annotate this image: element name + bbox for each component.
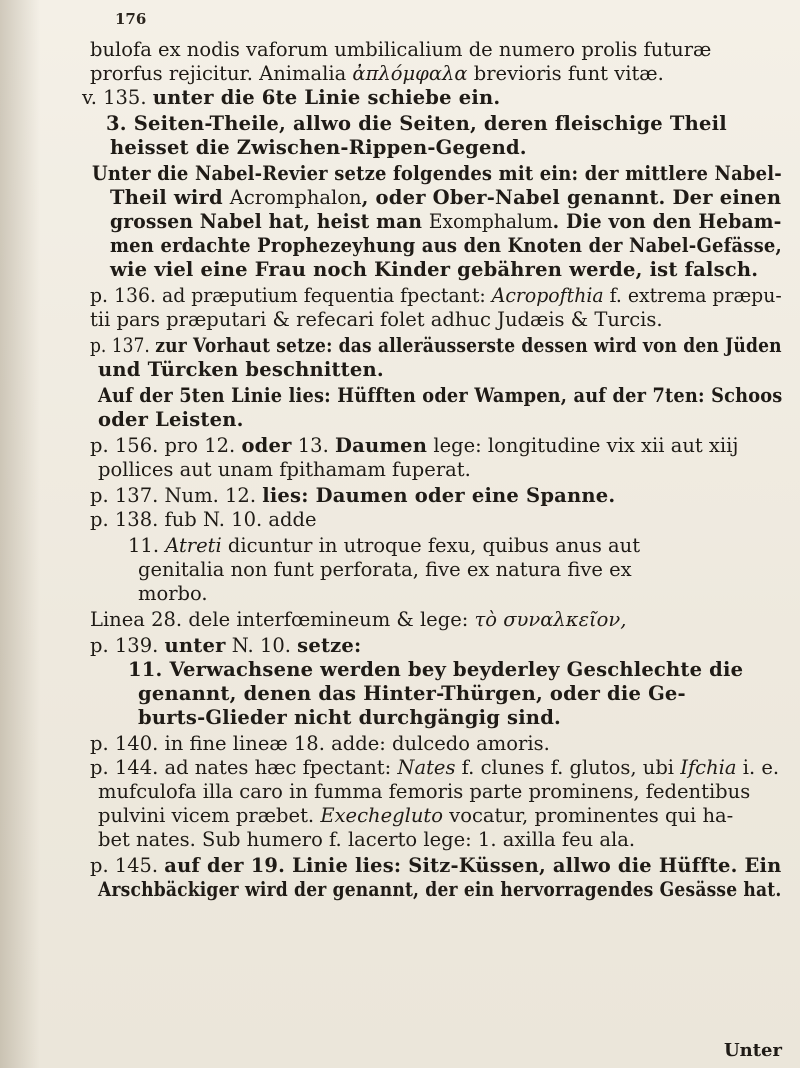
text-line — [90, 634, 361, 658]
text-line — [110, 136, 527, 160]
text-run: p. 145. — [90, 854, 165, 877]
text-line — [90, 484, 615, 508]
text-line — [92, 162, 782, 186]
text-line — [90, 62, 664, 86]
text-run: Auf der 5ten Linie lies: Hüfften oder Wampen, auf der 7ten: Schoos — [98, 384, 783, 407]
text-run: v. 135. — [82, 86, 153, 109]
text-line — [106, 112, 727, 136]
text-run: genitalia non funt perforata, five ex natura five ex — [138, 558, 632, 581]
text-line — [128, 534, 640, 558]
text-run: setze: — [297, 634, 362, 657]
text-line — [138, 582, 208, 606]
text-run: 13. — [291, 434, 335, 457]
text-run: pulvini vicem præbet. — [98, 804, 321, 827]
text-line — [90, 308, 663, 332]
text-line — [98, 780, 750, 804]
text-run: Theil wird — [110, 186, 230, 209]
text-run: p. 144. ad nates hæc fpectant: — [90, 756, 398, 779]
text-run: oder Leisten. — [98, 408, 244, 431]
text-run: p. 156. pro 12. — [90, 434, 242, 457]
text-run: wie viel eine Frau noch Kinder gebähren werde, ist falsch. — [110, 258, 759, 281]
text-run: Linea 28. dele interfœmineum & lege: — [90, 608, 475, 631]
text-run: morbo. — [138, 582, 208, 605]
text-run: oder — [241, 434, 292, 457]
text-line — [90, 854, 781, 878]
text-line — [90, 508, 317, 532]
text-line — [98, 408, 244, 432]
text-run: brevioris funt vitæ. — [467, 62, 664, 85]
text-run: . Die von den Hebam- — [552, 210, 782, 233]
text-run: p. 137. Num. 12. — [90, 484, 263, 507]
text-line — [98, 458, 471, 482]
page-number: 176 — [115, 10, 147, 28]
text-line — [98, 804, 733, 828]
text-run: auf der 19. Linie lies: Sitz-Küssen, allwo die Hüffte. Ein — [164, 854, 782, 877]
text-run: Acropofthia — [491, 284, 604, 307]
text-line — [98, 358, 384, 382]
text-line — [138, 682, 686, 706]
text-line — [110, 234, 782, 258]
text-run: p. 138. fub N. 10. adde — [90, 508, 317, 531]
text-run: lies: Daumen oder eine Spanne. — [262, 484, 616, 507]
text-run: lege: longitudine vix xii aut xiij — [427, 434, 739, 457]
text-run: unter — [164, 634, 226, 657]
text-line — [98, 878, 782, 902]
text-line — [138, 706, 561, 730]
text-line — [82, 86, 500, 110]
text-line — [110, 186, 781, 210]
text-run: 11. — [128, 534, 166, 557]
text-run: p. 136. ad præputium fequentia fpectant: — [90, 284, 492, 307]
text-run: p. 137. — [90, 334, 156, 357]
text-run: Exomphalum — [428, 210, 553, 233]
text-run: zur Vorhaut setze: das alleräusserste dessen wird von den Jüden — [155, 334, 782, 357]
text-line — [90, 38, 711, 62]
text-line — [90, 334, 782, 358]
text-line — [98, 384, 782, 408]
text-run: Arschbäckiger wird der genannt, der ein hervorragendes Gesässe hat. — [98, 878, 782, 901]
text-run: vocatur, prominentes qui ha- — [442, 804, 734, 827]
text-run: men erdachte Prophezeyhung aus den Knoten der Nabel-Gefässe, — [110, 234, 782, 257]
text-line — [98, 828, 635, 852]
text-run: , oder Ober-Nabel genannt. Der einen — [361, 186, 782, 209]
text-run: ἀπλόμφαλα — [352, 62, 468, 85]
text-line — [90, 732, 550, 756]
text-run: Nates — [397, 756, 456, 779]
text-run: Atreti — [165, 534, 222, 557]
text-line — [110, 258, 758, 282]
text-run: Ifchia — [680, 756, 737, 779]
text-run: f. clunes f. glutos, ubi — [455, 756, 681, 779]
text-run: genannt, denen das Hinter-Thürgen, oder die Ge- — [138, 682, 686, 705]
text-run: τὸ συναλκεῖον, — [474, 608, 627, 631]
text-run: prorfus rejicitur. Animalia — [90, 62, 353, 85]
text-line — [90, 284, 782, 308]
text-run: bet nates. Sub humero f. lacerto lege: 1. axilla feu ala. — [98, 828, 636, 851]
text-run: Acromphalon — [229, 186, 362, 209]
text-run: N. 10. — [225, 634, 298, 657]
text-run: dicuntur in utroque fexu, quibus anus aut — [221, 534, 641, 557]
text-run: p. 140. in fine lineæ 18. adde: dulcedo amoris. — [90, 732, 550, 755]
catchword: Unter — [723, 1040, 782, 1061]
text-run: heisset die Zwischen-Rippen-Gegend. — [110, 136, 527, 159]
text-run: tii pars præputari & refecari folet adhuc Judæis & Turcis. — [90, 308, 663, 331]
text-run: burts-Glieder nicht durchgängig sind. — [138, 706, 562, 729]
text-line — [90, 756, 779, 780]
text-run: und Türcken beschnitten. — [98, 358, 384, 381]
text-run: Unter die Nabel-Revier setze folgendes mit ein: der mittlere Nabel- — [92, 162, 782, 185]
text-run: pollices aut unam fpithamam fuperat. — [98, 458, 471, 481]
text-run: 11. Verwachsene werden bey beyderley Geschlechte die — [128, 658, 744, 681]
text-run: i. e. — [736, 756, 780, 779]
text-line — [128, 658, 743, 682]
text-run: f. extrema præpu- — [603, 284, 782, 307]
text-line — [110, 210, 782, 234]
text-run: mufculofa illa caro in fumma femoris parte prominens, fedentibus — [98, 780, 751, 803]
text-line — [90, 608, 626, 632]
text-run: grossen Nabel hat, heist man — [110, 210, 429, 233]
text-line — [90, 434, 738, 458]
text-run: Exechegluto — [320, 804, 443, 827]
text-run: p. 139. — [90, 634, 165, 657]
text-run: 3. Seiten-Theile, allwo die Seiten, deren fleischige Theil — [106, 112, 727, 135]
text-run: bulofa ex nodis vaforum umbilicalium de numero prolis futuræ — [90, 38, 712, 61]
text-run: unter die 6te Linie schiebe ein. — [152, 86, 501, 109]
text-line — [138, 558, 632, 582]
text-run: Daumen — [335, 434, 428, 457]
